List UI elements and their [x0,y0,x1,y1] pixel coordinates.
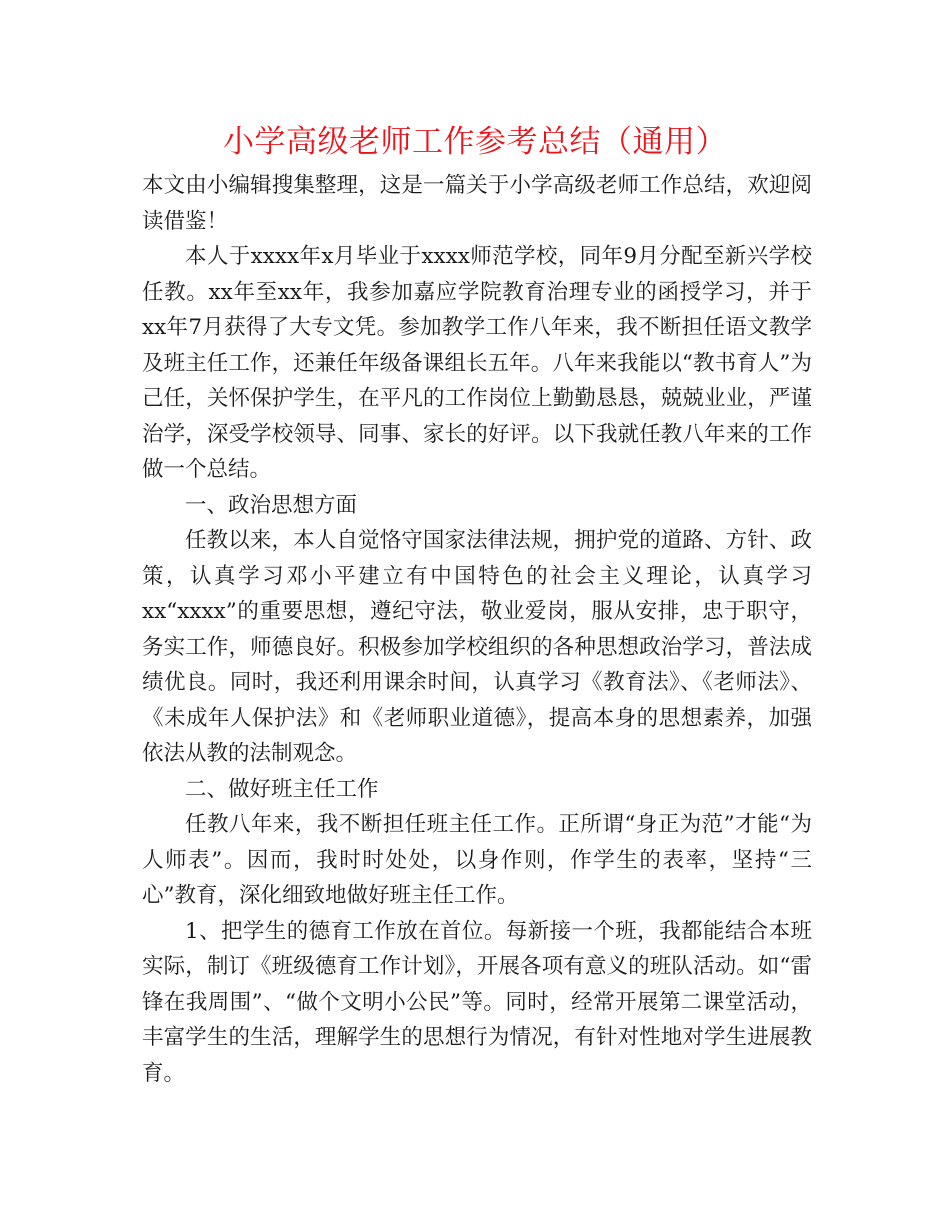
paragraph-political: 任教以来，本人自觉恪守国家法律法规，拥护党的道路、方针、政策，认真学习邓小平建立有中国特色的社会主义理论，认真学习xx“xxxx”的重要思想，遵纪守法，敬业爱岗，服从安排，忠于职守，务实工作，师德良好。积极参加学校组织的各种思想政治学习，普法成绩优良。同时，我还利用课余时间，认真学习《教育法》、《老师法》、《未成年人保护法》和《老师职业道德》，提高本身的思想素养，加强依法从教的法制观念。 [142,528,812,766]
paragraph-class-teacher: 任教八年来，我不断担任班主任工作。正所谓“身正为范”才能“为人师表”。因而，我时时处处，以身作则，作学生的表率，坚持“三 心”教育，深化细致地做好班主任工作。 [142,812,812,908]
paragraph-intro: 本文由小编辑搜集整理，这是一篇关于小学高级老师工作总结，欢迎阅读借鉴！ [142,173,812,234]
document-title: 小学高级老师工作参考总结（通用） [223,124,727,160]
section-heading-political: 一、政治思想方面 [185,492,358,518]
paragraph-moral-education: 1、把学生的德育工作放在首位。每新接一个班，我都能结合本班实际，制订《班级德育工作计划》，开展各项有意义的班队活动。如“雷锋在我周围”、“做个文明小公民”等。同时，经常开展第二课堂活动，丰富学生的生活，理解学生的思想行为情况，有针对性地对学生进展教育。 [142,918,812,1086]
document-body [142,168,812,1091]
paragraph-background: 本人于xxxx年x月毕业于xxxx师范学校，同年9月分配至新兴学校任教。xx年至xx年，我参加嘉应学院教育治理专业的函授学习，并于xx年7月获得了大专文凭。参加教学工作八年来，我不断担任语文教学及班主任工作，还兼任年级备课组长五年。八年来我能以“教书育人”为己任，关怀保护学生，在平凡的工作岗位上勤勤恳恳，兢兢业业，严谨治学，深受学校领导、同事、家长的好评。以下我就任教八年来的工作做一个总结。 [142,244,812,482]
section-heading-class-teacher: 二、做好班主任工作 [185,776,379,802]
